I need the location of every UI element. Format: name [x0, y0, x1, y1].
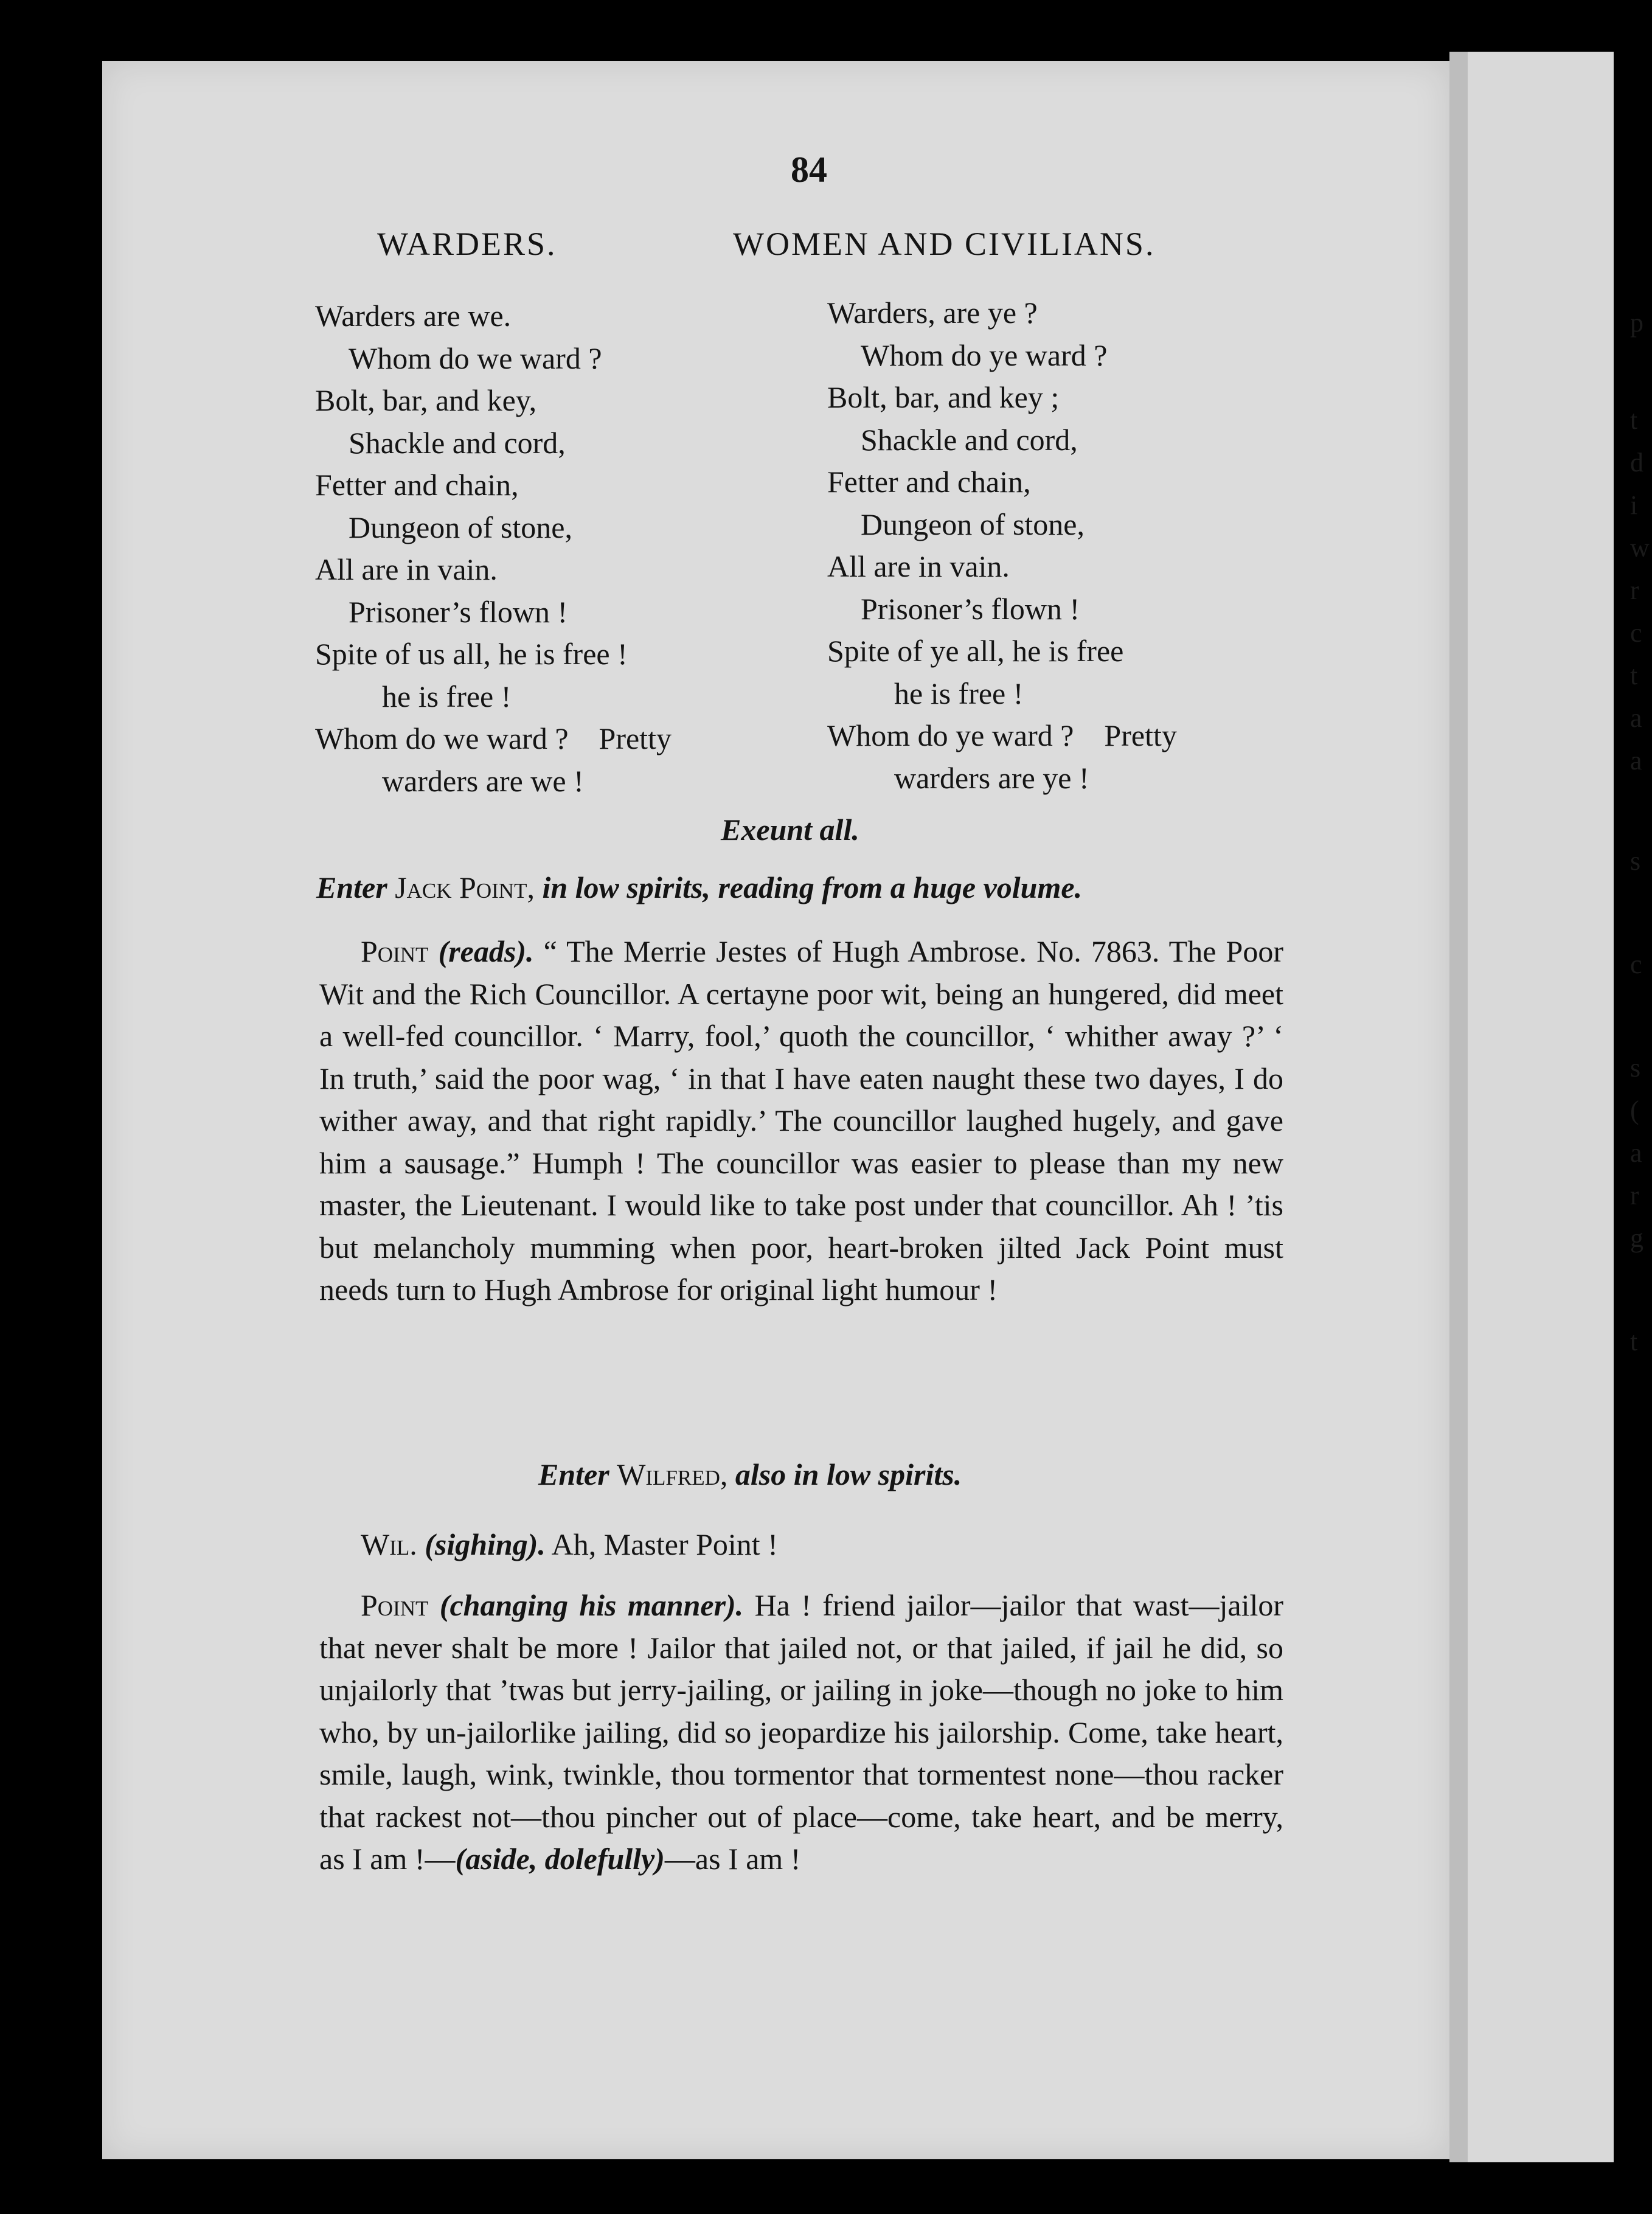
- adjacent-page-letter: w: [1630, 533, 1650, 563]
- speaker-direction: (sighing).: [425, 1527, 546, 1561]
- verse-line: All are in vain.: [827, 549, 1010, 583]
- verse-line: he is free !: [894, 676, 1024, 710]
- verse-line: Prisoner’s flown !: [349, 594, 568, 629]
- verse-line: Warders are we.: [315, 299, 512, 333]
- stage-direction-enter-wilfred: [538, 1457, 962, 1492]
- warders-verse: [315, 295, 672, 802]
- adjacent-page-letter: s: [1630, 846, 1641, 876]
- adjacent-page-letter: r: [1630, 1181, 1639, 1210]
- adjacent-page-letter: i: [1630, 490, 1638, 520]
- stage-enter-word: Enter: [538, 1457, 609, 1491]
- speaker-name: Wil.: [361, 1527, 417, 1561]
- adjacent-page: [1468, 52, 1614, 2162]
- speech-text: Ha ! friend jailor—jailor that wast—jailor that never shalt be more ! Jailor that jailed not, or that jailed, if jail he did, so unjailorly that ’twas but jerry-jailing, or jailing in joke—though no joke to him who, by un-jailorlike jailing, did so jeopardize his jailorship. Come, take heart, smile, laugh, wink, twinkle, thou tormentor that tormentest none—thou racker that rackest not—thou pincher out of place—come, take heart, and be merry, as I am !—: [319, 1588, 1284, 1876]
- speech-text: “ The Merrie Jestes of Hugh Ambrose. No. 7863. The Poor Wit and the Rich Councillor. A certayne poor wit, being an hungered, did meet a well-fed councillor. ‘ Marry, fool,’ quoth the councillor, ‘ whither away ?’ ‘ In truth,’ said the poor wag, ‘ in that I have eaten naught these two dayes, I do wither away, and that right rapidly.’ The councillor laughed hugely, and gave him a sausage.” Humph ! The councillor was easier to please than my new master, the Lieutenant. I would like to take post under that councillor. Ah ! ’tis but melancholy mumming when poor, heart-broken jilted Jack Point must needs turn to Hugh Ambrose for original light humour !: [319, 934, 1284, 1307]
- verse-line: Dungeon of stone,: [349, 510, 572, 544]
- verse-line: Whom do we ward ? Pretty: [315, 721, 672, 755]
- speech-text: Ah, Master Point !: [551, 1527, 778, 1561]
- verse-line: Whom do ye ward ?: [861, 338, 1108, 372]
- verse-line: All are in vain.: [315, 552, 498, 586]
- verse-line: Shackle and cord,: [861, 422, 1078, 457]
- verse-line: Whom do we ward ?: [349, 341, 602, 375]
- verse-line: Fetter and chain,: [827, 465, 1031, 499]
- verse-line: Bolt, bar, and key,: [315, 383, 537, 417]
- verse-line: Fetter and chain,: [315, 468, 519, 502]
- header-women-civilians: WOMEN AND CIVILIANS.: [733, 226, 1156, 262]
- character-name: Jack Point,: [395, 870, 535, 904]
- stage-action: in low spirits, reading from a huge volume.: [542, 870, 1083, 904]
- verse-line: Whom do ye ward ? Pretty: [827, 718, 1177, 752]
- adjacent-page-letter: p: [1630, 308, 1643, 338]
- adjacent-page-letter: t: [1630, 405, 1638, 435]
- aside-direction: (aside, dolefully): [455, 1842, 665, 1876]
- adjacent-page-letter: t: [1630, 1327, 1638, 1356]
- page-number: 84: [791, 150, 827, 190]
- page-gutter: [1449, 52, 1468, 2162]
- header-warders: WARDERS.: [377, 226, 557, 262]
- verse-line: Spite of us all, he is free !: [315, 637, 628, 671]
- adjacent-page-letter: (: [1630, 1095, 1639, 1125]
- verse-line: Prisoner’s flown !: [861, 591, 1080, 626]
- verse-line: Warders, are ye ?: [827, 296, 1038, 330]
- stage-direction-exeunt: Exeunt all.: [721, 813, 859, 847]
- verse-line: Spite of ye all, he is free: [827, 634, 1124, 668]
- verse-line: Dungeon of stone,: [861, 507, 1085, 541]
- stage-enter-word: Enter: [316, 870, 387, 904]
- verse-line: Shackle and cord,: [349, 425, 566, 460]
- adjacent-page-letter: d: [1630, 448, 1643, 477]
- wil-speech: [319, 1524, 1283, 1566]
- adjacent-page-letter: c: [1630, 949, 1642, 979]
- verse-line: warders are ye !: [894, 760, 1089, 795]
- adjacent-page-letter: g: [1630, 1223, 1643, 1253]
- adjacent-page-letter: a: [1630, 1138, 1642, 1168]
- point-speech: [319, 931, 1283, 1311]
- adjacent-page-letter: c: [1630, 618, 1642, 648]
- speaker-name: Point: [361, 934, 429, 968]
- verse-line: he is free !: [382, 679, 512, 713]
- speaker-direction: (reads).: [438, 934, 534, 968]
- verse-line: warders are we !: [382, 763, 584, 798]
- civilians-verse: [827, 292, 1177, 799]
- verse-line: Bolt, bar, and key ;: [827, 380, 1060, 414]
- point-speech-2: [319, 1584, 1283, 1881]
- character-name: Wilfred,: [617, 1457, 728, 1491]
- adjacent-page-letter: t: [1630, 661, 1638, 690]
- speaker-name: Point: [361, 1588, 429, 1622]
- adjacent-page-letter: a: [1630, 703, 1642, 733]
- stage-action: also in low spirits.: [735, 1457, 962, 1491]
- stage-direction-enter-point: [316, 870, 1082, 905]
- adjacent-page-letter: a: [1630, 746, 1642, 776]
- speaker-direction: (changing his manner).: [439, 1588, 744, 1622]
- adjacent-page-letter: r: [1630, 575, 1639, 605]
- adjacent-page-letter: s: [1630, 1053, 1641, 1083]
- speech-end: —as I am !: [664, 1842, 801, 1876]
